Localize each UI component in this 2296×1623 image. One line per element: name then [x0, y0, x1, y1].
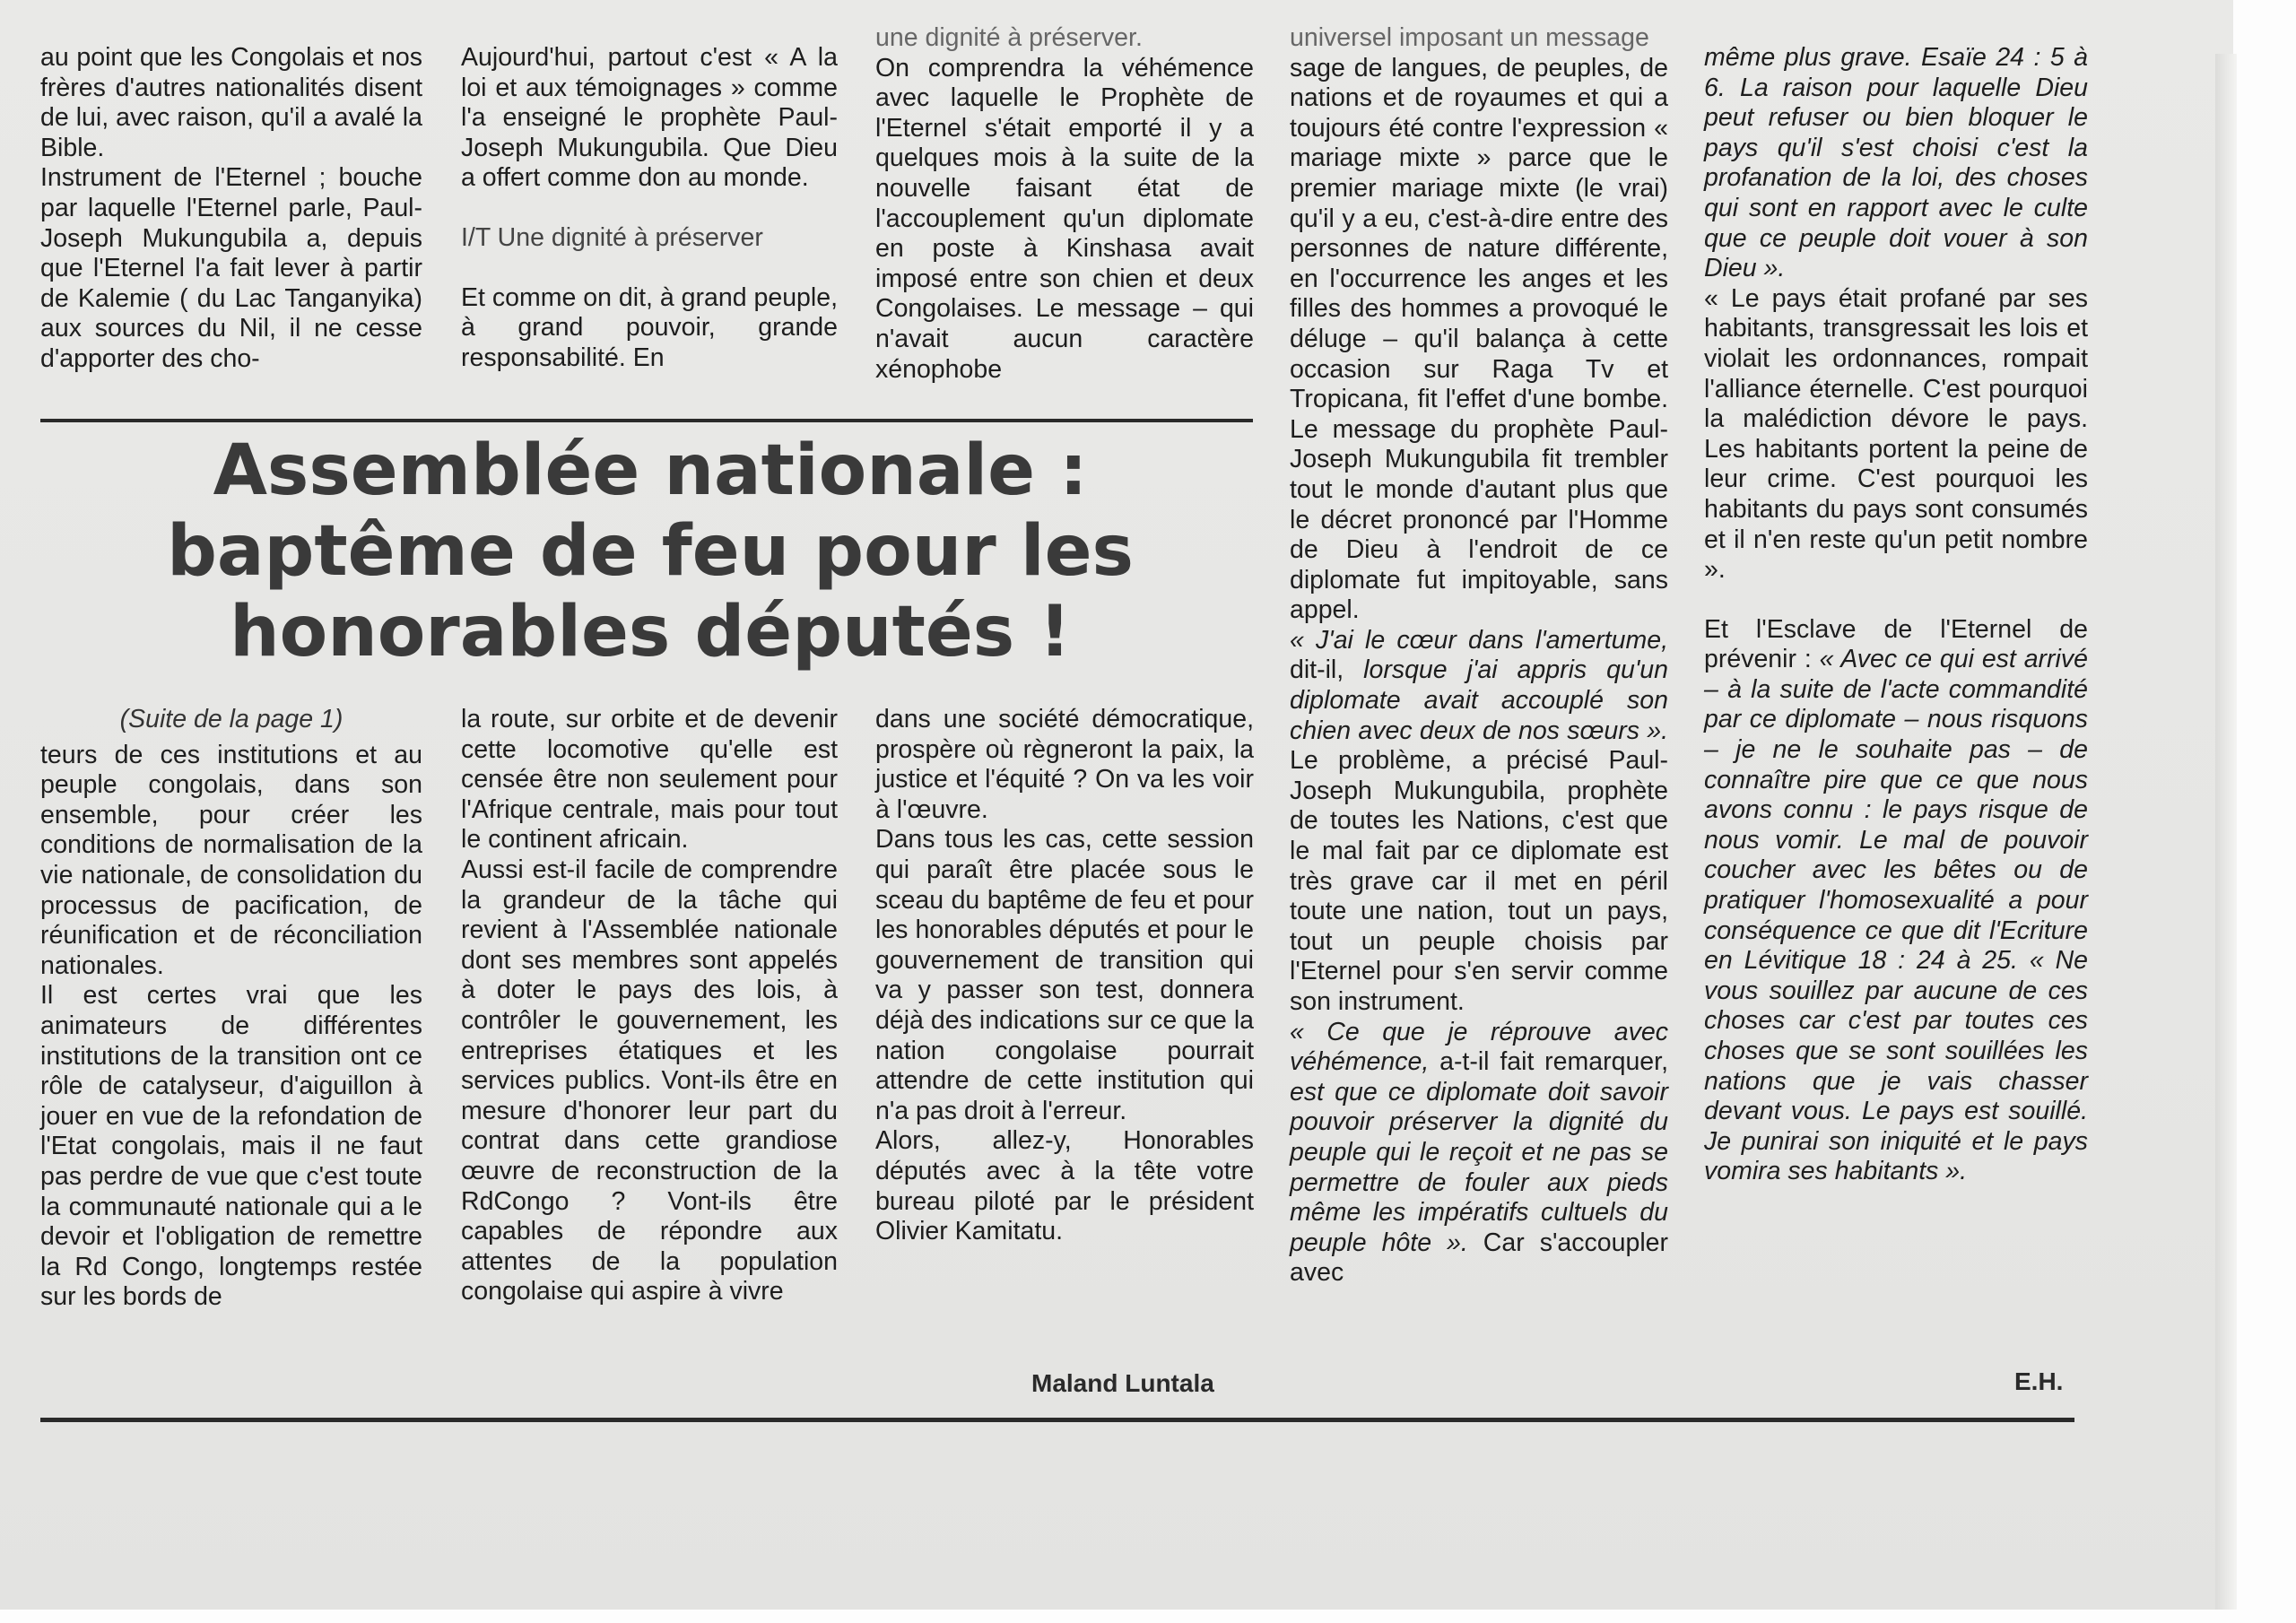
paragraph: Aujourd'hui, partout c'est « A la loi et aux témoignages » comme l'a enseigné le prophète Paul-Joseph Mukungubila. Que Dieu a offert comme don au monde. [461, 43, 838, 193]
author-initials: E.H. [2014, 1367, 2064, 1395]
author-signature: Maland Luntala [1031, 1369, 1214, 1397]
prev-article-column-3 [875, 23, 1254, 402]
paragraph: la route, sur orbite et de devenir cette locomotive qu'elle est censée être non seulement pour l'Afrique centrale, mais pour tout le continent africain. [461, 705, 838, 855]
paragraph: sage de langues, de peuples, de nations et de royaumes et qui a toujours été contre l'expression « mariage mixte » parce que le premier mariage mixte (le vrai) qu'il y a eu, c'est-à-dire entre des personnes de nature différente, en l'occurrence les anges et les filles des hommes a provoqué le déluge – qu'il balança à cette occasion sur Raga Tv et Tropicana, fit l'effet d'une bombe. Le message du prophète Paul-Joseph Mukungubila fit trembler tout le monde d'autant plus que le décret prononcé par l'Homme de Dieu à l'endroit de ce diplomate fut impitoyable, sans appel. « J'ai le cœur dans l'amertume, dit-il, lorsque j'ai appris qu'un diplomate avait accouplé son chien avec deux de nos sœurs ». Le problème, a précisé Paul-Joseph Mukungubila, prophète de toutes les Nations, c'est que le mal fait par ce diplomate est très grave car il met en péril toute une nation, tout un pays, tout un peuple choisis par l'Eternel pour s'en servir comme son instrument. « Ce que je réprouve avec véhémence, a-t-il fait remarquer, est que ce diplomate doit savoir pouvoir préserver la dignité du peuple qui le reçoit et ne pas se permettre de fouler aux pieds même les impératifs cultuels du peuple hôte ». Car s'accoupler avec [1290, 53, 1668, 1288]
paragraph: On comprendra la véhémence avec laquelle le Prophète de l'Eternel s'était emporté il y a quelques mois à la suite de la nouvelle faisant état de l'accouplement qu'un diplomate en poste à Kinshasa avait imposé entre son chien et deux Congolaises. Le message – qui n'avait aucun caractère xénophobe [875, 53, 1254, 384]
prev-article-column-1 [40, 43, 422, 402]
paragraph: au point que les Congolais et nos frères d'autres nationalités disent de lui, avec raison, qu'il a avalé la Bible. [40, 43, 422, 162]
subheading: I/T Une dignité à préserver [461, 222, 763, 252]
headline-line: baptême de feu pour les [167, 511, 1134, 592]
story-column-3 [875, 705, 1254, 1350]
paragraph: dans une société démocratique, prospère où règneront la paix, la justice et l'équité ? On va les voir à l'œuvre. [875, 705, 1254, 824]
cut-off-line: une dignité à préserver. [875, 23, 1143, 52]
story-column-2 [461, 705, 838, 1404]
cut-off-line: universel imposant un message [1290, 23, 1649, 52]
prev-article-column-2 [461, 43, 838, 402]
prev-article-column-5 [1704, 43, 2088, 1388]
paragraph: teurs de ces institutions et au peuple congolais, dans son ensemble, pour créer les conditions de normalisation de la vie nationale, de consolidation du processus de pacification, de réunification et de réconciliation nationales. [40, 740, 422, 980]
headline-line: honorables députés ! [230, 592, 1071, 673]
paragraph: Il est certes vrai que les animateurs de différentes institutions de la transition ont ce rôle de catalyseur, d'aiguillon à jouer en vue de la refondation de l'Etat congolais, mais il ne faut pas perdre de vue que c'est toute la communauté nationale qui a le devoir et l'obligation de remettre la Rd Congo, longtemps restée sur les bords de [40, 981, 422, 1312]
bottom-rule [40, 1418, 2074, 1422]
quote: même plus grave. Esaïe 24 : 5 à 6. La raison pour laquelle Dieu peut refuser ou bien bloquer le pays qu'il s'est choisi c'est la profanation de la loi, des choses qui sont en rapport avec le culte que ce peuple doit vouer à son Dieu ». [1704, 43, 2088, 283]
paragraph: « Le pays était profané par ses habitants, transgressait les lois et violait les ordonnances, rompait l'alliance éternelle. C'est pourquoi la malédiction dévore le pays. Les habitants portent la peine de leur crime. C'est pourquoi les habitants du pays sont consumés et il n'en reste qu'un petit nombre ». [1704, 283, 2088, 585]
continued-from-label: (Suite de la page 1) [119, 705, 344, 733]
sheet-edge [2215, 54, 2237, 1610]
paragraph: Et l'Esclave de l'Eternel de prévenir : « Avec ce qui est arrivé – à la suite de l'acte commandité par ce diplomate – nous risquons – je ne le souhaite pas – de connaître pire que ce que nous avons connu : le pays risque de nous vomir. Le mal de pouvoir coucher avec les bêtes ou de pratiquer l'homosexualité a pour conséquence ce que dit l'Ecriture en Lévitique 18 : 24 à 25. « Ne vous souillez par aucune de ces choses car c'est par toutes ces choses que se sont souillées les nations que je vais chasser devant vous. Le pays est souillé. Je punirai son iniquité et le pays vomira ses habitants ». [1704, 614, 2088, 1186]
paragraph: Aussi est-il facile de comprendre la grandeur de la tâche qui revient à l'Assemblée nationale dont ses membres sont appelés à doter le pays des lois, à contrôler le gouvernement, les entreprises étatiques et les services publics. Vont-ils être en mesure d'honorer leur part du contrat dans cette grandiose œuvre de reconstruction de la RdCongo ? Vont-ils être capables de répondre aux attentes de la population congolaise qui aspire à vivre [461, 855, 838, 1306]
headline-line: Assemblée nationale : [213, 430, 1088, 511]
headline-rule [40, 419, 1253, 422]
article-headline [54, 430, 1247, 673]
paragraph: Instrument de l'Eternel ; bouche par laquelle l'Eternel parle, Paul-Joseph Mukungubila a, depuis que l'Eternel l'a fait lever à partir de Kalemie ( du Lac Tanganyika) aux sources du Nil, il ne cesse d'apporter des cho- [40, 163, 422, 373]
paragraph: Dans tous les cas, cette session qui paraît être placée sous le sceau du baptême de feu et pour les honorables députés et pour le gouvernement de transition qui va y passer son test, donnera déjà des indications sur ce que la nation congolaise pourrait attendre de cette institution qui n'a pas droit à l'erreur. [875, 825, 1254, 1125]
prev-article-column-4 [1290, 23, 1668, 1388]
paragraph: Alors, allez-y, Honorables députés avec à la tête votre bureau piloté par le président Olivier Kamitatu. [875, 1126, 1254, 1246]
paragraph: Et comme on dit, à grand peuple, à grand pouvoir, grande responsabilité. En [461, 282, 838, 372]
story-column-1 [40, 705, 422, 1404]
